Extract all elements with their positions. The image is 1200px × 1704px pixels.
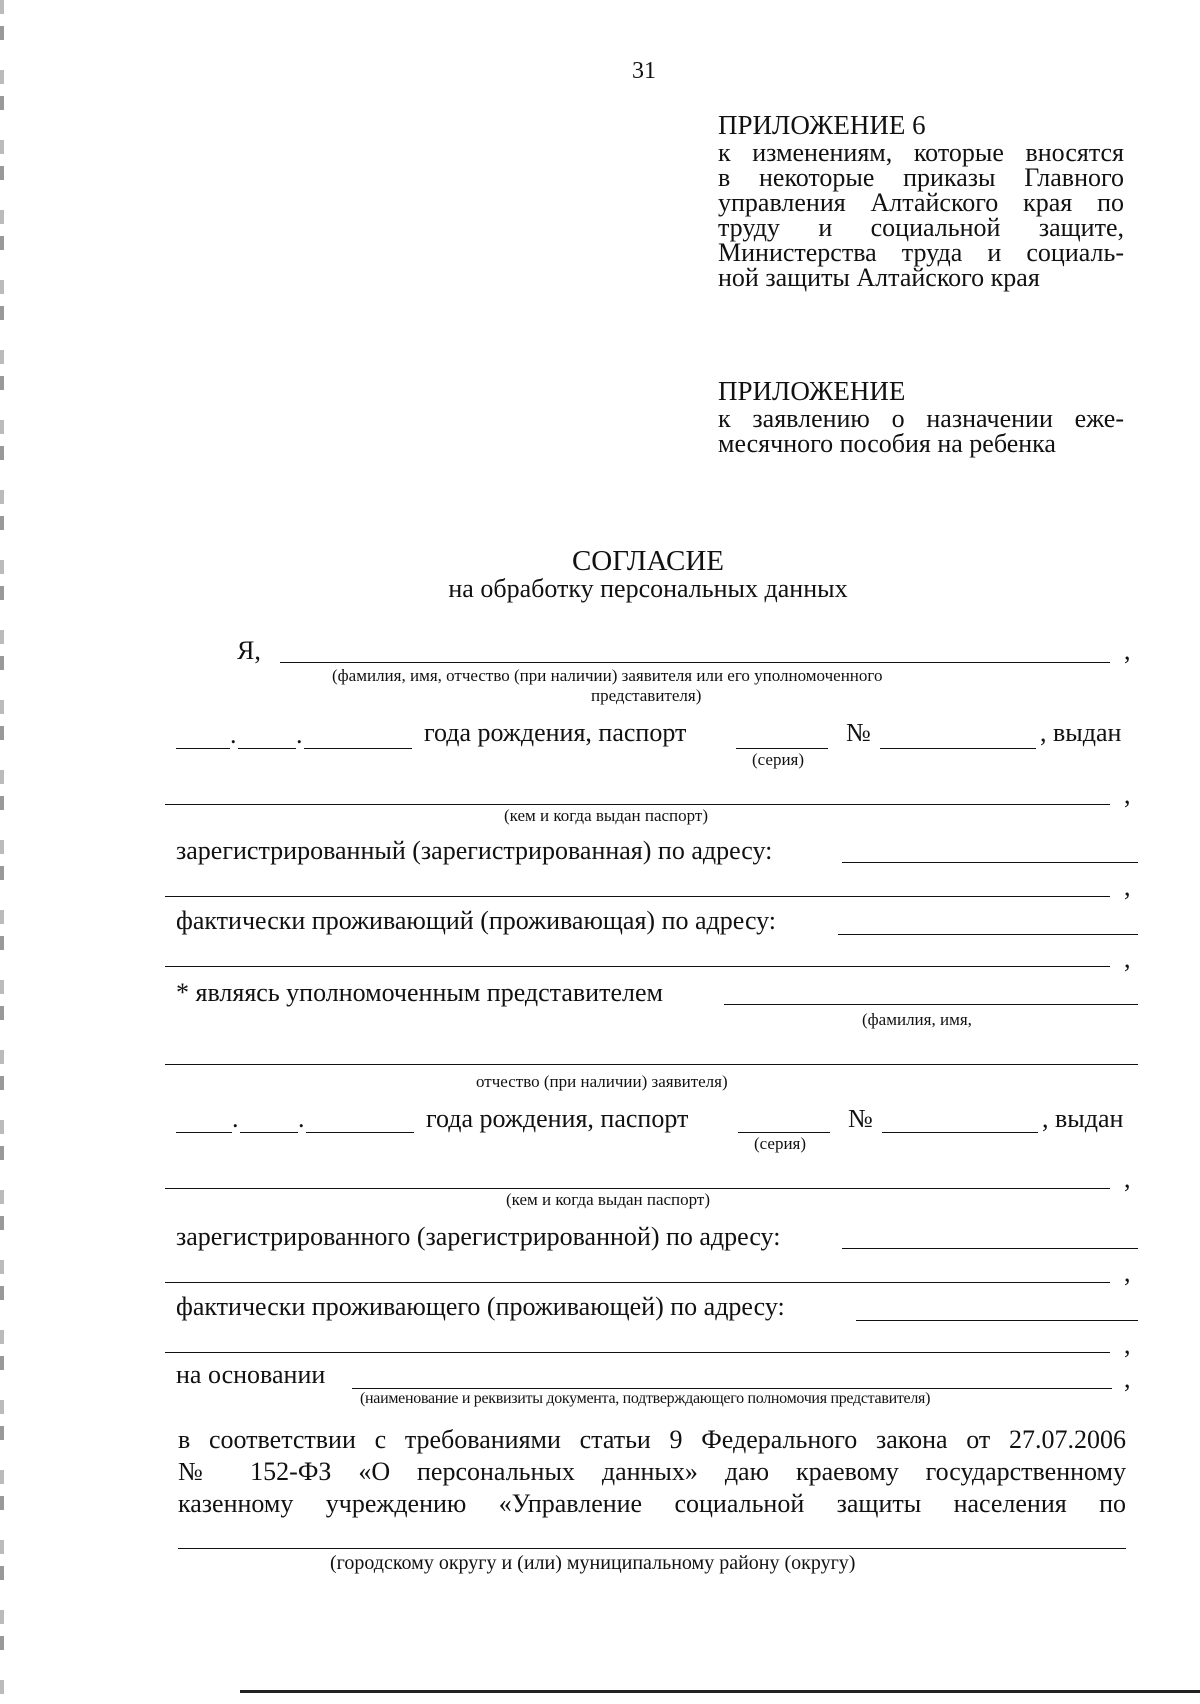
- appendix-6-block: [718, 110, 1124, 290]
- passport-series-field[interactable]: [736, 748, 828, 749]
- actual-address-label: фактически проживающий (проживающая) по адресу:: [176, 906, 777, 935]
- applicant-birth-day-field[interactable]: [176, 1132, 232, 1133]
- page-number: 31: [632, 58, 656, 84]
- representative-label: * являясь уполномоченным представителем: [176, 978, 663, 1007]
- consent-line: казенному учреждению «Управление социальной защиты населения по: [178, 1489, 1126, 1518]
- scan-edge-artifact: [0, 0, 4, 1704]
- comma: ,: [1124, 944, 1131, 973]
- applicant-name-field[interactable]: [280, 662, 1110, 663]
- appendix-6-line: в некоторые приказы Главного: [718, 163, 1124, 192]
- representative-name-field-2[interactable]: [165, 1064, 1138, 1065]
- appendix-6-line: труду и социальной защите,: [718, 213, 1124, 242]
- applicant-passport-series-field[interactable]: [738, 1132, 830, 1133]
- appendix-block: [718, 376, 1124, 456]
- birth-day-field[interactable]: [176, 748, 230, 749]
- appendix-6-heading: ПРИЛОЖЕНИЕ 6: [718, 110, 926, 140]
- applicant-passport-number-field[interactable]: [882, 1132, 1038, 1133]
- consent-paragraph: [178, 1424, 1126, 1520]
- issued-label: , выдан: [1040, 718, 1122, 747]
- registered-address-field-2[interactable]: [165, 896, 1110, 897]
- birth-passport-label: года рождения, паспорт: [424, 718, 687, 747]
- date-dot: .: [298, 1104, 305, 1133]
- fio-caption: (фамилия, имя, отчество (при наличии) заявителя или его уполномоченного: [332, 666, 883, 685]
- representative-caption-2: отчество (при наличии) заявителя): [476, 1072, 728, 1091]
- issued-by-caption: (кем и когда выдан паспорт): [506, 1190, 711, 1209]
- representative-caption: (фамилия, имя,: [862, 1010, 972, 1029]
- comma: ,: [1124, 1258, 1131, 1287]
- representative-name-field[interactable]: [724, 1004, 1138, 1005]
- appendix-6-line: управления Алтайского края по: [718, 188, 1124, 217]
- applicant-birth-year-field[interactable]: [306, 1132, 414, 1133]
- basis-caption: (наименование и реквизиты документа, подтверждающего полномочия представителя): [360, 1390, 931, 1407]
- district-caption: (городскому округу и (или) муниципальному району (округу): [330, 1552, 856, 1574]
- appendix-heading: ПРИЛОЖЕНИЕ: [718, 376, 906, 406]
- passport-number-field[interactable]: [880, 748, 1036, 749]
- applicant-actual-address-field[interactable]: [856, 1320, 1138, 1321]
- issued-label: , выдан: [1042, 1104, 1124, 1133]
- number-sign: №: [846, 718, 871, 747]
- comma: ,: [1124, 1164, 1131, 1193]
- applicant-issued-by-field[interactable]: [165, 1188, 1110, 1189]
- actual-address-field[interactable]: [838, 934, 1138, 935]
- consent-line: № 152-ФЗ «О персональных данных» даю краевому государственному: [178, 1457, 1126, 1486]
- appendix-line: к заявлению о назначении еже-: [718, 404, 1124, 433]
- applicant-actual-address-label: фактически проживающего (проживающей) по адресу:: [176, 1292, 785, 1321]
- basis-document-field[interactable]: [352, 1388, 1112, 1389]
- bottom-rule: [240, 1690, 1200, 1693]
- comma: ,: [1124, 780, 1131, 809]
- appendix-6-line: Министерства труда и социаль-: [718, 238, 1124, 267]
- applicant-registered-address-field[interactable]: [842, 1248, 1138, 1249]
- district-field[interactable]: [178, 1548, 1126, 1549]
- appendix-6-line: ной защиты Алтайского края: [718, 263, 1040, 292]
- ya-label: Я,: [237, 636, 261, 665]
- applicant-actual-address-field-2[interactable]: [165, 1352, 1110, 1353]
- series-caption: (серия): [754, 1134, 807, 1153]
- number-sign: №: [848, 1104, 873, 1133]
- registered-label: зарегистрированный (зарегистрированная) по адресу:: [176, 836, 773, 865]
- comma: ,: [1124, 1364, 1131, 1393]
- registered-address-field[interactable]: [842, 862, 1138, 863]
- issued-by-caption: (кем и когда выдан паспорт): [504, 806, 709, 825]
- consent-line: в соответствии с требованиями статьи 9 Федерального закона от 27.07.2006: [178, 1425, 1126, 1454]
- applicant-registered-label: зарегистрированного (зарегистрированной) по адресу:: [176, 1222, 781, 1251]
- birth-passport-label: года рождения, паспорт: [426, 1104, 689, 1133]
- appendix-line: месячного пособия на ребенка: [718, 429, 1056, 458]
- appendix-6-line: к изменениям, которые вносятся: [718, 138, 1124, 167]
- document-subtitle: на обработку персональных данных: [448, 574, 848, 603]
- birth-month-field[interactable]: [238, 748, 296, 749]
- date-dot: .: [232, 1104, 239, 1133]
- date-dot: .: [296, 720, 303, 749]
- applicant-birth-month-field[interactable]: [240, 1132, 298, 1133]
- basis-label: на основании: [176, 1360, 326, 1389]
- comma: ,: [1124, 1330, 1131, 1359]
- applicant-registered-address-field-2[interactable]: [165, 1282, 1110, 1283]
- birth-year-field[interactable]: [304, 748, 412, 749]
- comma: ,: [1124, 872, 1131, 901]
- actual-address-field-2[interactable]: [165, 966, 1110, 967]
- comma: ,: [1124, 636, 1131, 665]
- issued-by-field[interactable]: [165, 804, 1110, 805]
- fio-caption-2: представителя): [591, 686, 702, 705]
- date-dot: .: [230, 720, 237, 749]
- document-title: СОГЛАСИЕ: [571, 545, 725, 577]
- series-caption: (серия): [752, 750, 805, 769]
